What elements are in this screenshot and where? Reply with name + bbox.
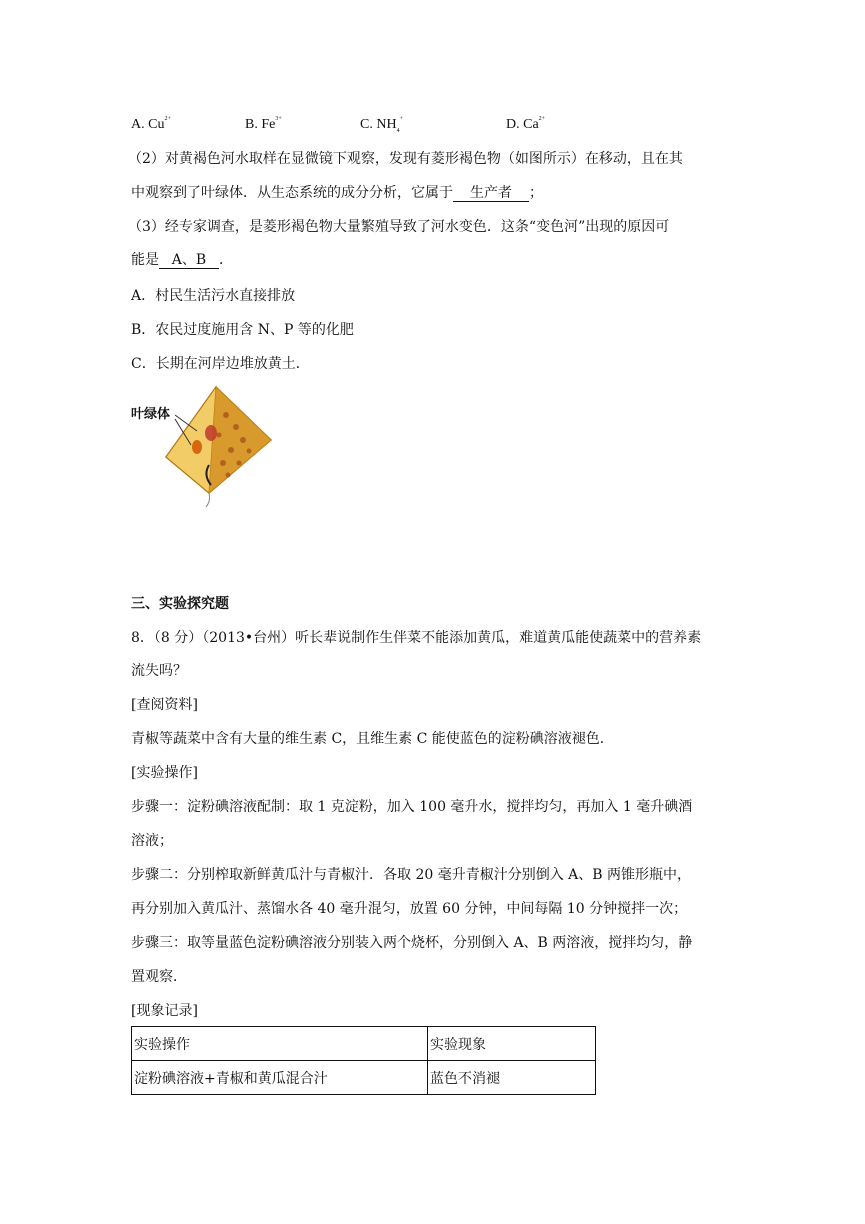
record-title: [现象记录] [131,1003,198,1019]
organism-figure [131,385,276,510]
step-line: 再分别加入黄瓜汁、蒸馏水各 40 毫升混匀，放置 60 分钟，中间每隔 10 分钟搅拌一次； [131,901,688,917]
table-header: 实验操作 [132,1027,428,1061]
q2-line2: 中观察到了叶绿体．从生态系统的成分分析，它属于 生产者 ； [131,185,543,201]
q2-line1: （2）对黄褐色河水取样在显微镜下观察，发现有菱形褐色物（如图所示）在移动，且在其 [128,151,683,167]
table-row [132,1061,596,1095]
step-line: 步骤三：取等量蓝色淀粉碘溶液分别装入两个烧杯，分别倒入 A、B 两溶液，搅拌均匀，静 [131,935,693,951]
choice-b: B．农民过度施用含 N、P 等的化肥 [131,322,354,338]
step-line: 步骤二：分别榨取新鲜黄瓜汁与青椒汁．各取 20 毫升青椒汁分别倒入 A、B 两锥形瓶中， [131,867,692,883]
answer-blank: A、B [159,252,219,269]
q3-line1: （3）经专家调查，是菱形褐色物大量繁殖导致了河水变色．这条“变色河”出现的原因可 [128,219,670,235]
q3-line2: 能是 A、B ． [131,252,233,268]
step-line: 置观察． [131,969,187,985]
choice-a: A．村民生活污水直接排放 [131,288,296,304]
q8-line2: 流失吗？ [131,663,187,679]
record-table [131,1026,596,1095]
option-b: B. $Fe^{3+}$ [245,116,282,132]
table-header: 实验现象 [428,1027,596,1061]
q8-line1: 8．（8 分）（2013•台州）听长辈说制作生伴菜不能添加黄瓜，难道黄瓜能使蔬菜中的营养素 [131,630,702,646]
lookup-text: 青椒等蔬菜中含有大量的维生素 C，且维生素 C 能使蓝色的淀粉碘溶液褪色． [131,731,614,747]
option-a: A. $Cu^{2+}$ [131,116,171,132]
lookup-title: [查阅资料] [131,697,198,713]
answer-blank: 生产者 [453,185,529,202]
table-cell: 淀粉碘溶液+青椒和黄瓜混合汁 [132,1061,428,1095]
chloroplast-label: 叶绿体 [131,407,171,422]
section-title: 三、实验探究题 [131,596,229,612]
operation-title: [实验操作] [131,765,198,781]
table-header-row [132,1027,596,1061]
step-line: 步骤一：淀粉碘溶液配制：取 1 克淀粉，加入 100 毫升水，搅拌均匀，再加入 1 毫升碘酒 [131,799,693,815]
option-c: C. $NH_4^+$ [360,116,403,134]
table-cell: 蓝色不消褪 [428,1061,596,1095]
step-line: 溶液； [131,833,173,849]
choice-c: C．长期在河岸边堆放黄土． [131,356,310,372]
option-d: D. $Ca^{2+}$ [506,116,546,132]
